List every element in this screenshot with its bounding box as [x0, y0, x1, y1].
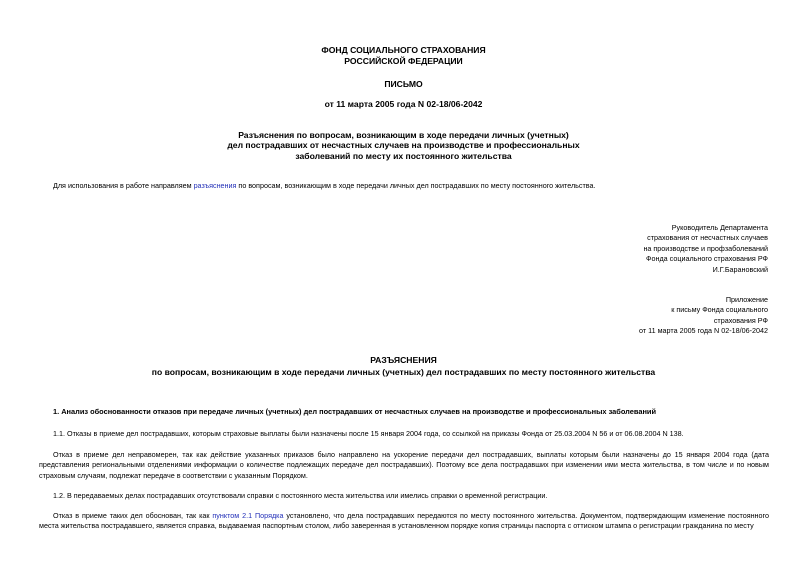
header	[0, 45, 807, 66]
clarification-title: РАЗЪЯСНЕНИЯ	[370, 355, 437, 365]
subject-line1: Разъяснения по вопросам, возникающим в ходе передачи личных (учетных)	[238, 130, 569, 140]
p1-2-refusal-after: установлено, что дела пострадавших передаются по месту постоянного жительства. Документом, подтверждающим изменение постоянного места жительства пострадавшего, является справка, выдаваемая паспортным столом, либо заверенная в установленном порядке копия страницы паспорта с оттиском штампа о регистрации гражданина по месту	[39, 511, 769, 531]
appendix-line3: страхования РФ	[713, 315, 768, 325]
paragraph-1-2-refusal	[39, 511, 769, 532]
intro-paragraph	[53, 181, 769, 191]
intro-text-after: по вопросам, возникающим в ходе передачи личных дел пострадавших по месту постоянного жительства.	[236, 181, 596, 190]
paragraph-1-1-refusal: Отказ в приеме дел неправомерен, так как действие указанных приказов было направлено на ускорение передачи дел пострадавших, выплаты которым были назначены до 15 января 2004 года (дата представления региональными отделениями информации о количестве подлежащих передаче дел пострадавших). Поэтому все дела пострадавших при изменении ими места жительства, в том числе и по новым страховым случаям, подлежат передаче в соответствии с указанным Порядком.	[39, 450, 769, 480]
signature-block	[548, 223, 768, 275]
paragraph-1-2: 1.2. В передаваемых делах пострадавших отсутствовали справки с постоянного места жительства или имелись справки о временной регистрации.	[53, 491, 548, 500]
p1-2-refusal-before: Отказ в приеме таких дел обоснован, так как	[53, 511, 213, 520]
clarification-subtitle: по вопросам, возникающим в ходе передачи личных (учетных) дел пострадавших по месту постоянного жительства	[151, 367, 656, 377]
section1-title: 1. Анализ обоснованности отказов при передаче личных (учетных) дел пострадавших от несчастных случаев на производстве и профессиональных заболеваний	[53, 407, 656, 416]
appendix-line4: от 11 марта 2005 года N 02-18/06-2042	[639, 326, 768, 336]
signature-line1: Руководитель Департамента	[671, 223, 768, 232]
doc-subject	[150, 130, 657, 161]
doc-date-number: от 11 марта 2005 года N 02-18/06-2042	[324, 99, 483, 109]
intro-text-before: Для использования в работе направляем	[53, 181, 194, 190]
appendix-line2: к письму Фонда социального	[671, 305, 768, 315]
org-name-line2: РОССИЙСКОЙ ФЕДЕРАЦИИ	[344, 55, 463, 66]
appendix-line1: Приложение	[725, 295, 768, 304]
subject-line2: дел пострадавших от несчастных случаев на производстве и профессиональных	[227, 140, 580, 151]
org-name-line1: ФОНД СОЦИАЛЬНОГО СТРАХОВАНИЯ	[321, 45, 486, 55]
signature-name: И.Г.Барановский	[712, 264, 768, 274]
doc-type: ПИСЬМО	[384, 79, 423, 89]
appendix-block	[548, 295, 768, 337]
subject-line3: заболеваний по месту их постоянного жительства	[295, 150, 512, 161]
clarifications-link[interactable]: разъяснения	[193, 181, 237, 190]
paragraph-1-1: 1.1. Отказы в приеме дел пострадавших, которым страховые выплаты были назначены после 15 января 2004 года, со ссылкой на приказы Фонда от 25.03.2004 N 56 и от 06.08.2004 N 138.	[53, 429, 684, 438]
signature-line3: на производстве и профзаболеваний	[643, 243, 768, 253]
signature-line4: Фонда социального страхования РФ	[646, 254, 768, 264]
procedure-clause-link[interactable]: пунктом 2.1 Порядка	[212, 511, 284, 520]
signature-line2: страхования от несчастных случаев	[647, 233, 768, 243]
